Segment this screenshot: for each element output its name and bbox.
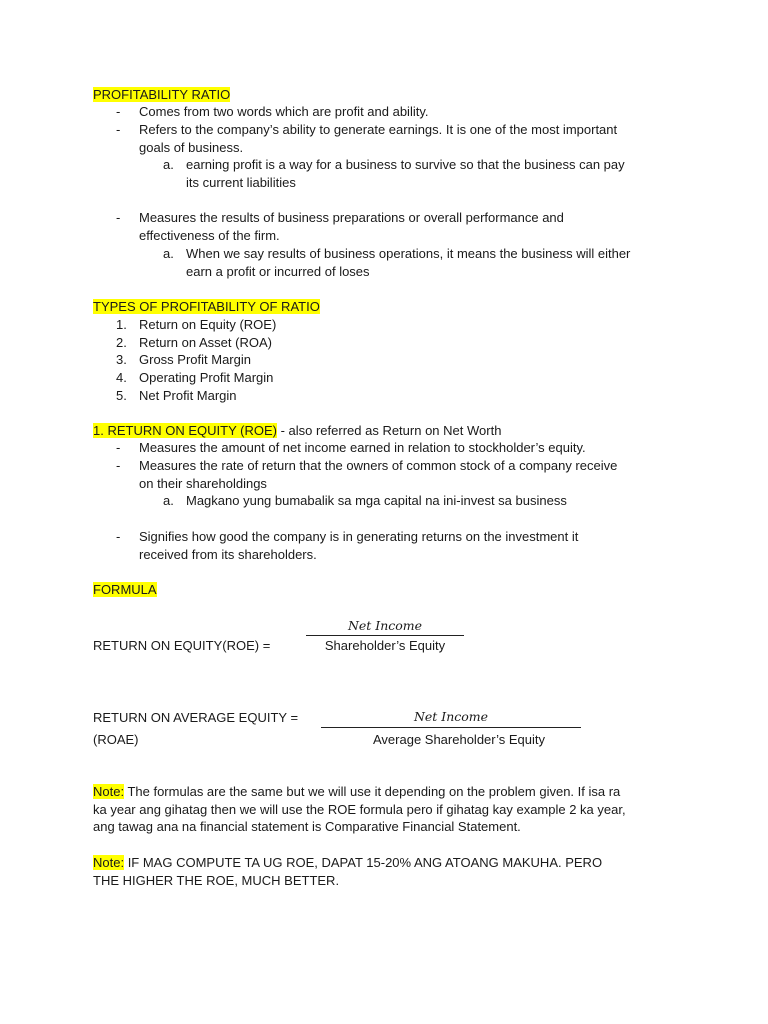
roae-denominator: Average Shareholder’s Equity bbox=[372, 732, 545, 747]
note-label: Note: bbox=[93, 784, 125, 799]
bullet-text: Comes from two words which are profit and ability. bbox=[139, 104, 429, 119]
highlighted-heading: FORMULA bbox=[93, 582, 157, 597]
bullet-dash: - bbox=[116, 122, 121, 137]
roe-fraction-bar bbox=[306, 635, 464, 636]
sub-item-marker: a. bbox=[163, 246, 174, 261]
note-text: The formulas are the same but we will use it depending on the problem given. If isa ra bbox=[124, 784, 621, 799]
list-number: 1. bbox=[116, 317, 127, 332]
note-text-line: ka year ang gihatag then we will use the ROE formula pero if gihatag kay example 2 ka year, bbox=[93, 802, 626, 817]
sub-item-text: Magkano yung bumabalik sa mga capital na ini-invest sa business bbox=[186, 493, 567, 508]
list-number: 4. bbox=[116, 370, 127, 385]
section-heading-formula bbox=[93, 581, 157, 599]
note-text-line: ang tawag ana na financial statement is Comparative Financial Statement. bbox=[93, 819, 521, 834]
highlighted-heading: TYPES OF PROFITABILITY OF RATIO bbox=[93, 299, 320, 314]
bullet-dash: - bbox=[116, 440, 121, 455]
note-paragraph-1 bbox=[93, 783, 620, 801]
list-item: Net Profit Margin bbox=[139, 388, 237, 403]
heading-suffix: - also referred as Return on Net Worth bbox=[276, 423, 502, 438]
sub-item-text-continued: earn a profit or incurred of loses bbox=[186, 264, 370, 279]
highlighted-heading: 1. RETURN ON EQUITY (ROE) bbox=[93, 423, 277, 438]
bullet-text-continued: on their shareholdings bbox=[139, 476, 267, 491]
bullet-text: Measures the rate of return that the owners of common stock of a company receive bbox=[139, 458, 618, 473]
roae-formula-label-abbrev: (ROAE) bbox=[93, 732, 139, 747]
section-heading-roe bbox=[93, 422, 501, 440]
roae-fraction-bar bbox=[321, 727, 581, 728]
note-paragraph-2 bbox=[93, 854, 602, 872]
roae-numerator: Net Income bbox=[413, 709, 489, 724]
note-text-line: THE HIGHER THE ROE, MUCH BETTER. bbox=[93, 873, 340, 888]
bullet-dash: - bbox=[116, 458, 121, 473]
list-number: 3. bbox=[116, 352, 127, 367]
sub-item-marker: a. bbox=[163, 493, 174, 508]
note-label: Note: bbox=[93, 855, 125, 870]
bullet-dash: - bbox=[116, 529, 121, 544]
list-item: Return on Equity (ROE) bbox=[139, 317, 277, 332]
list-item: Operating Profit Margin bbox=[139, 370, 274, 385]
bullet-text-continued: goals of business. bbox=[139, 140, 244, 155]
sub-item-text-continued: its current liabilities bbox=[186, 175, 296, 190]
sub-item-text: earning profit is a way for a business to survive so that the business can pay bbox=[186, 157, 625, 172]
roae-formula-label: RETURN ON AVERAGE EQUITY = bbox=[93, 710, 299, 725]
roe-denominator: Shareholder’s Equity bbox=[324, 638, 446, 653]
bullet-text: Measures the results of business preparations or overall performance and bbox=[139, 210, 564, 225]
list-item: Gross Profit Margin bbox=[139, 352, 251, 367]
sub-item-text: When we say results of business operations, it means the business will either bbox=[186, 246, 631, 261]
bullet-dash: - bbox=[116, 210, 121, 225]
bullet-text: Measures the amount of net income earned in relation to stockholder’s equity. bbox=[139, 440, 586, 455]
highlighted-heading: PROFITABILITY RATIO bbox=[93, 87, 231, 102]
bullet-text-continued: received from its shareholders. bbox=[139, 547, 317, 562]
bullet-text: Refers to the company’s ability to generate earnings. It is one of the most important bbox=[139, 122, 618, 137]
section-heading-types bbox=[93, 298, 320, 316]
bullet-text-continued: effectiveness of the firm. bbox=[139, 228, 280, 243]
roe-numerator: Net Income bbox=[347, 618, 423, 633]
note-text: IF MAG COMPUTE TA UG ROE, DAPAT 15-20% ANG ATOANG MAKUHA. PERO bbox=[124, 855, 603, 870]
sub-item-marker: a. bbox=[163, 157, 174, 172]
list-number: 2. bbox=[116, 335, 127, 350]
list-item: Return on Asset (ROA) bbox=[139, 335, 272, 350]
section-heading-profitability-ratio bbox=[93, 86, 230, 104]
roe-formula-label: RETURN ON EQUITY(ROE) = bbox=[93, 638, 271, 653]
list-number: 5. bbox=[116, 388, 127, 403]
bullet-dash: - bbox=[116, 104, 121, 119]
bullet-text: Signifies how good the company is in generating returns on the investment it bbox=[139, 529, 579, 544]
